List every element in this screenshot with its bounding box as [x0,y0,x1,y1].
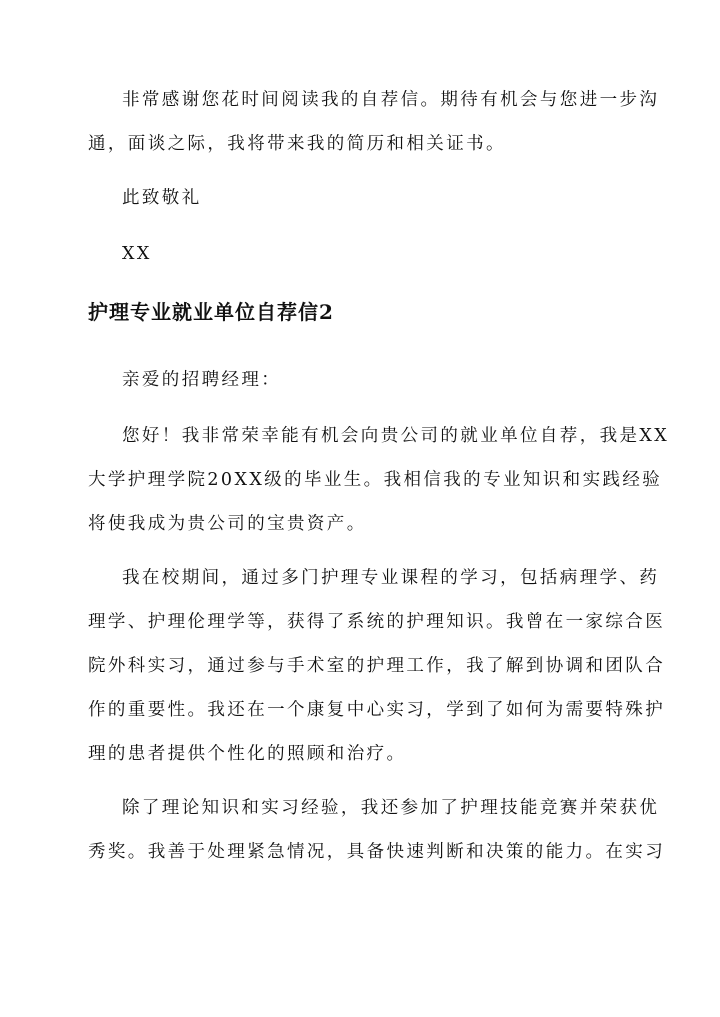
closing-para-line-1: 非常感谢您花时间阅读我的自荐信。期待有机会与您进一步沟 [122,90,660,110]
signature: XX [122,244,152,264]
para1-line-1: 您好！我非常荣幸能有机会向贵公司的就业单位自荐，我是XX [122,426,670,446]
para2-line-5: 理的患者提供个性化的照顾和治疗。 [88,744,407,764]
salutation: 此致敬礼 [122,188,202,208]
para2-line-4: 作的重要性。我还在一个康复中心实习，学到了如何为需要特殊护 [88,700,666,720]
para1-line-3: 将使我成为贵公司的宝贵资产。 [88,514,367,534]
greeting: 亲爱的招聘经理： [122,370,282,390]
para2-line-3: 院外科实习，通过参与手术室的护理工作，我了解到协调和团队合 [88,656,666,676]
para3-line-1: 除了理论知识和实习经验，我还参加了护理技能竞赛并荣获优 [122,798,660,818]
para3-line-2: 秀奖。我善于处理紧急情况，具备快速判断和决策的能力。在实习 [88,842,666,862]
para2-line-2: 理学、护理伦理学等，获得了系统的护理知识。我曾在一家综合医 [88,612,666,632]
section-heading: 护理专业就业单位自荐信2 [88,300,334,324]
closing-para-line-2: 通，面谈之际，我将带来我的简历和相关证书。 [88,134,506,154]
para2-line-1: 我在校期间，通过多门护理专业课程的学习，包括病理学、药 [122,568,660,588]
para1-line-2: 大学护理学院20XX级的毕业生。我相信我的专业知识和实践经验 [88,470,663,490]
